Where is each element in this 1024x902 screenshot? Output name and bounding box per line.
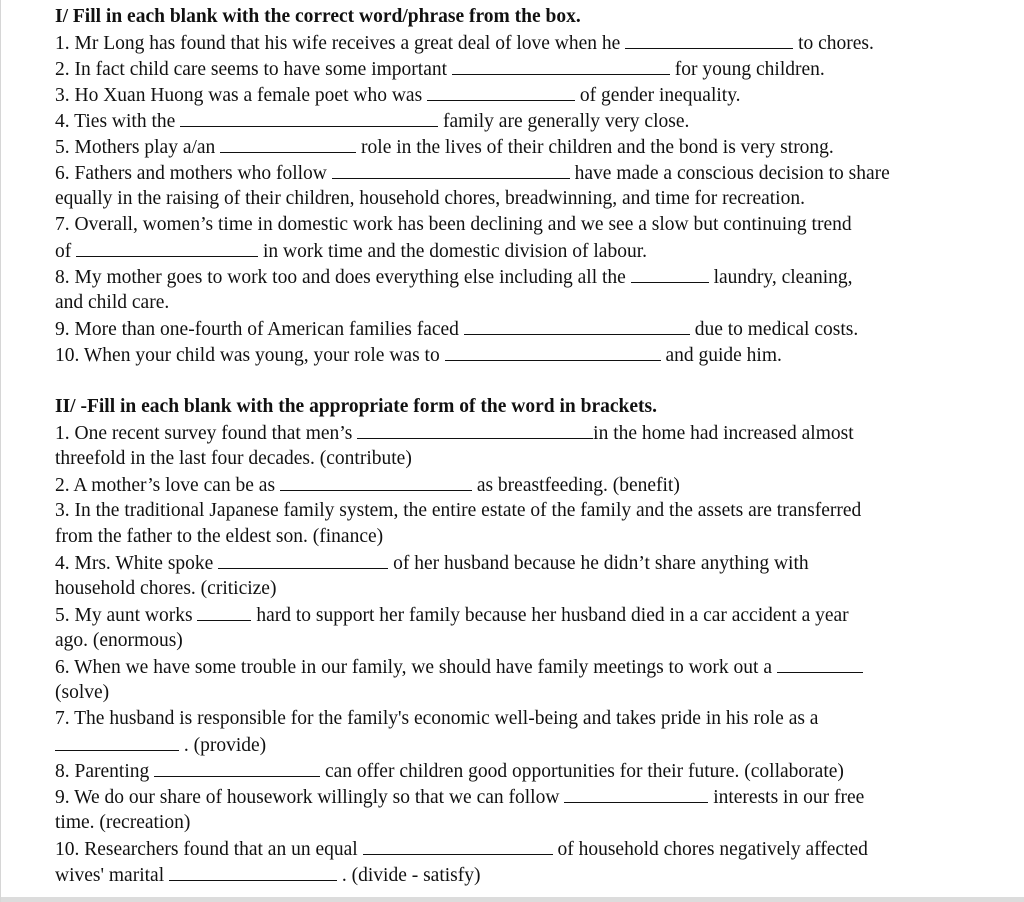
s2-question-1 (55, 420, 1005, 446)
s1-question-2 (55, 56, 1005, 82)
question-text: 10. When your child was young, your role was to (55, 345, 440, 366)
question-text: 1. One recent survey found that men’s (55, 423, 353, 444)
s2-question-9 (55, 784, 1005, 810)
s2-question-9-continued: time. (recreation) (55, 812, 191, 833)
answer-blank[interactable] (625, 30, 793, 49)
answer-blank[interactable] (464, 316, 690, 335)
s2-question-10 (55, 836, 1005, 862)
s1-question-3 (55, 82, 1005, 108)
answer-blank[interactable] (631, 264, 709, 283)
question-text: as breastfeeding. (benefit) (476, 475, 680, 496)
question-text: 4. Mrs. White spoke (55, 553, 214, 574)
answer-blank[interactable] (564, 784, 708, 803)
s2-question-6-continued: (solve) (55, 682, 110, 703)
question-text: for young children. (674, 59, 825, 80)
answer-blank[interactable] (76, 238, 258, 257)
question-text: 5. Mothers play a/an (55, 137, 216, 158)
s2-question-2 (55, 472, 1005, 498)
s2-question-5 (55, 602, 1005, 628)
s2-question-7-continued (55, 732, 1005, 758)
question-text: 3. Ho Xuan Huong was a female poet who was (55, 85, 423, 106)
question-text: of gender inequality. (579, 85, 741, 106)
answer-blank[interactable] (777, 654, 863, 673)
answer-blank[interactable] (452, 56, 670, 75)
s1-question-5 (55, 134, 1005, 160)
question-text: in the home had increased almost (593, 423, 854, 444)
question-text: family are generally very close. (443, 111, 690, 132)
page-bottom-edge (1, 897, 1024, 902)
question-text: role in the lives of their children and the bond is very strong. (361, 137, 834, 158)
s1-question-6-continued: equally in the raising of their children, household chores, breadwinning, and time for recreation. (55, 188, 805, 209)
s1-question-8 (55, 264, 1005, 290)
answer-blank[interactable] (197, 602, 251, 621)
question-text: 8. My mother goes to work too and does everything else including all the (55, 267, 626, 288)
question-text: 9. We do our share of housework willingly so that we can follow (55, 787, 560, 808)
question-text: 6. When we have some trouble in our family, we should have family meetings to work out a (55, 657, 772, 678)
s1-question-4 (55, 108, 1005, 134)
s1-question-6 (55, 160, 1005, 186)
question-text: have made a conscious decision to share (574, 163, 890, 184)
answer-blank[interactable] (55, 732, 179, 751)
question-text: 2. A mother’s love can be as (55, 475, 276, 496)
s1-question-7-continued (55, 238, 1005, 264)
answer-blank[interactable] (280, 472, 472, 491)
s2-question-5-continued: ago. (enormous) (55, 630, 183, 651)
question-text: to chores. (798, 33, 874, 54)
s2-question-3-continued: from the father to the eldest son. (finance) (55, 526, 384, 547)
s2-question-10-continued (55, 862, 1005, 888)
s2-question-1-continued: threefold in the last four decades. (contribute) (55, 448, 412, 469)
question-text: 5. My aunt works (55, 605, 193, 626)
question-text: and guide him. (665, 345, 782, 366)
section-2-heading: II/ -Fill in each blank with the appropriate form of the word in brackets. (55, 396, 657, 417)
question-text: hard to support her family because her husband died in a car accident a year (256, 605, 849, 626)
s2-question-4-continued: household chores. (criticize) (55, 578, 277, 599)
question-text: interests in our free (713, 787, 865, 808)
question-text: of (55, 241, 72, 262)
question-text: 6. Fathers and mothers who follow (55, 163, 327, 184)
question-text: . (divide - satisfy) (341, 865, 481, 886)
question-text: 10. Researchers found that an un equal (55, 839, 358, 860)
question-text: laundry, cleaning, (713, 267, 853, 288)
answer-blank[interactable] (363, 836, 553, 855)
worksheet (55, 4, 1005, 888)
question-text: 1. Mr Long has found that his wife receives a great deal of love when he (55, 33, 621, 54)
question-text: can offer children good opportunities for their future. (collaborate) (324, 761, 844, 782)
s2-question-7: 7. The husband is responsible for the family's economic well-being and takes pride in his role as a (55, 708, 819, 729)
question-text: 9. More than one-fourth of American families faced (55, 319, 459, 340)
answer-blank[interactable] (332, 160, 570, 179)
answer-blank[interactable] (220, 134, 356, 153)
answer-blank[interactable] (427, 82, 575, 101)
s2-question-6 (55, 654, 1005, 680)
question-text: 4. Ties with the (55, 111, 176, 132)
s1-question-10 (55, 342, 1005, 368)
question-text: of her husband because he didn’t share anything with (393, 553, 809, 574)
question-text: . (provide) (183, 735, 267, 756)
answer-blank[interactable] (357, 420, 593, 439)
question-text: 8. Parenting (55, 761, 150, 782)
question-text: of household chores negatively affected (557, 839, 868, 860)
answer-blank[interactable] (169, 862, 337, 881)
s1-question-8-continued: and child care. (55, 292, 170, 313)
s1-question-7: 7. Overall, women’s time in domestic work has been declining and we see a slow but continuing trend (55, 214, 852, 235)
s2-question-8 (55, 758, 1005, 784)
question-text: in work time and the domestic division of labour. (263, 241, 647, 262)
s2-question-4 (55, 550, 1005, 576)
section-1-heading: I/ Fill in each blank with the correct word/phrase from the box. (55, 6, 581, 27)
section-spacer (55, 368, 1005, 394)
question-text: wives' marital (55, 865, 165, 886)
answer-blank[interactable] (445, 342, 661, 361)
question-text: due to medical costs. (694, 319, 859, 340)
s2-question-3: 3. In the traditional Japanese family system, the entire estate of the family and the assets are transferred (55, 500, 862, 521)
answer-blank[interactable] (154, 758, 320, 777)
question-text: 2. In fact child care seems to have some important (55, 59, 448, 80)
answer-blank[interactable] (180, 108, 438, 127)
answer-blank[interactable] (218, 550, 388, 569)
s1-question-9 (55, 316, 1005, 342)
s1-question-1 (55, 30, 1005, 56)
